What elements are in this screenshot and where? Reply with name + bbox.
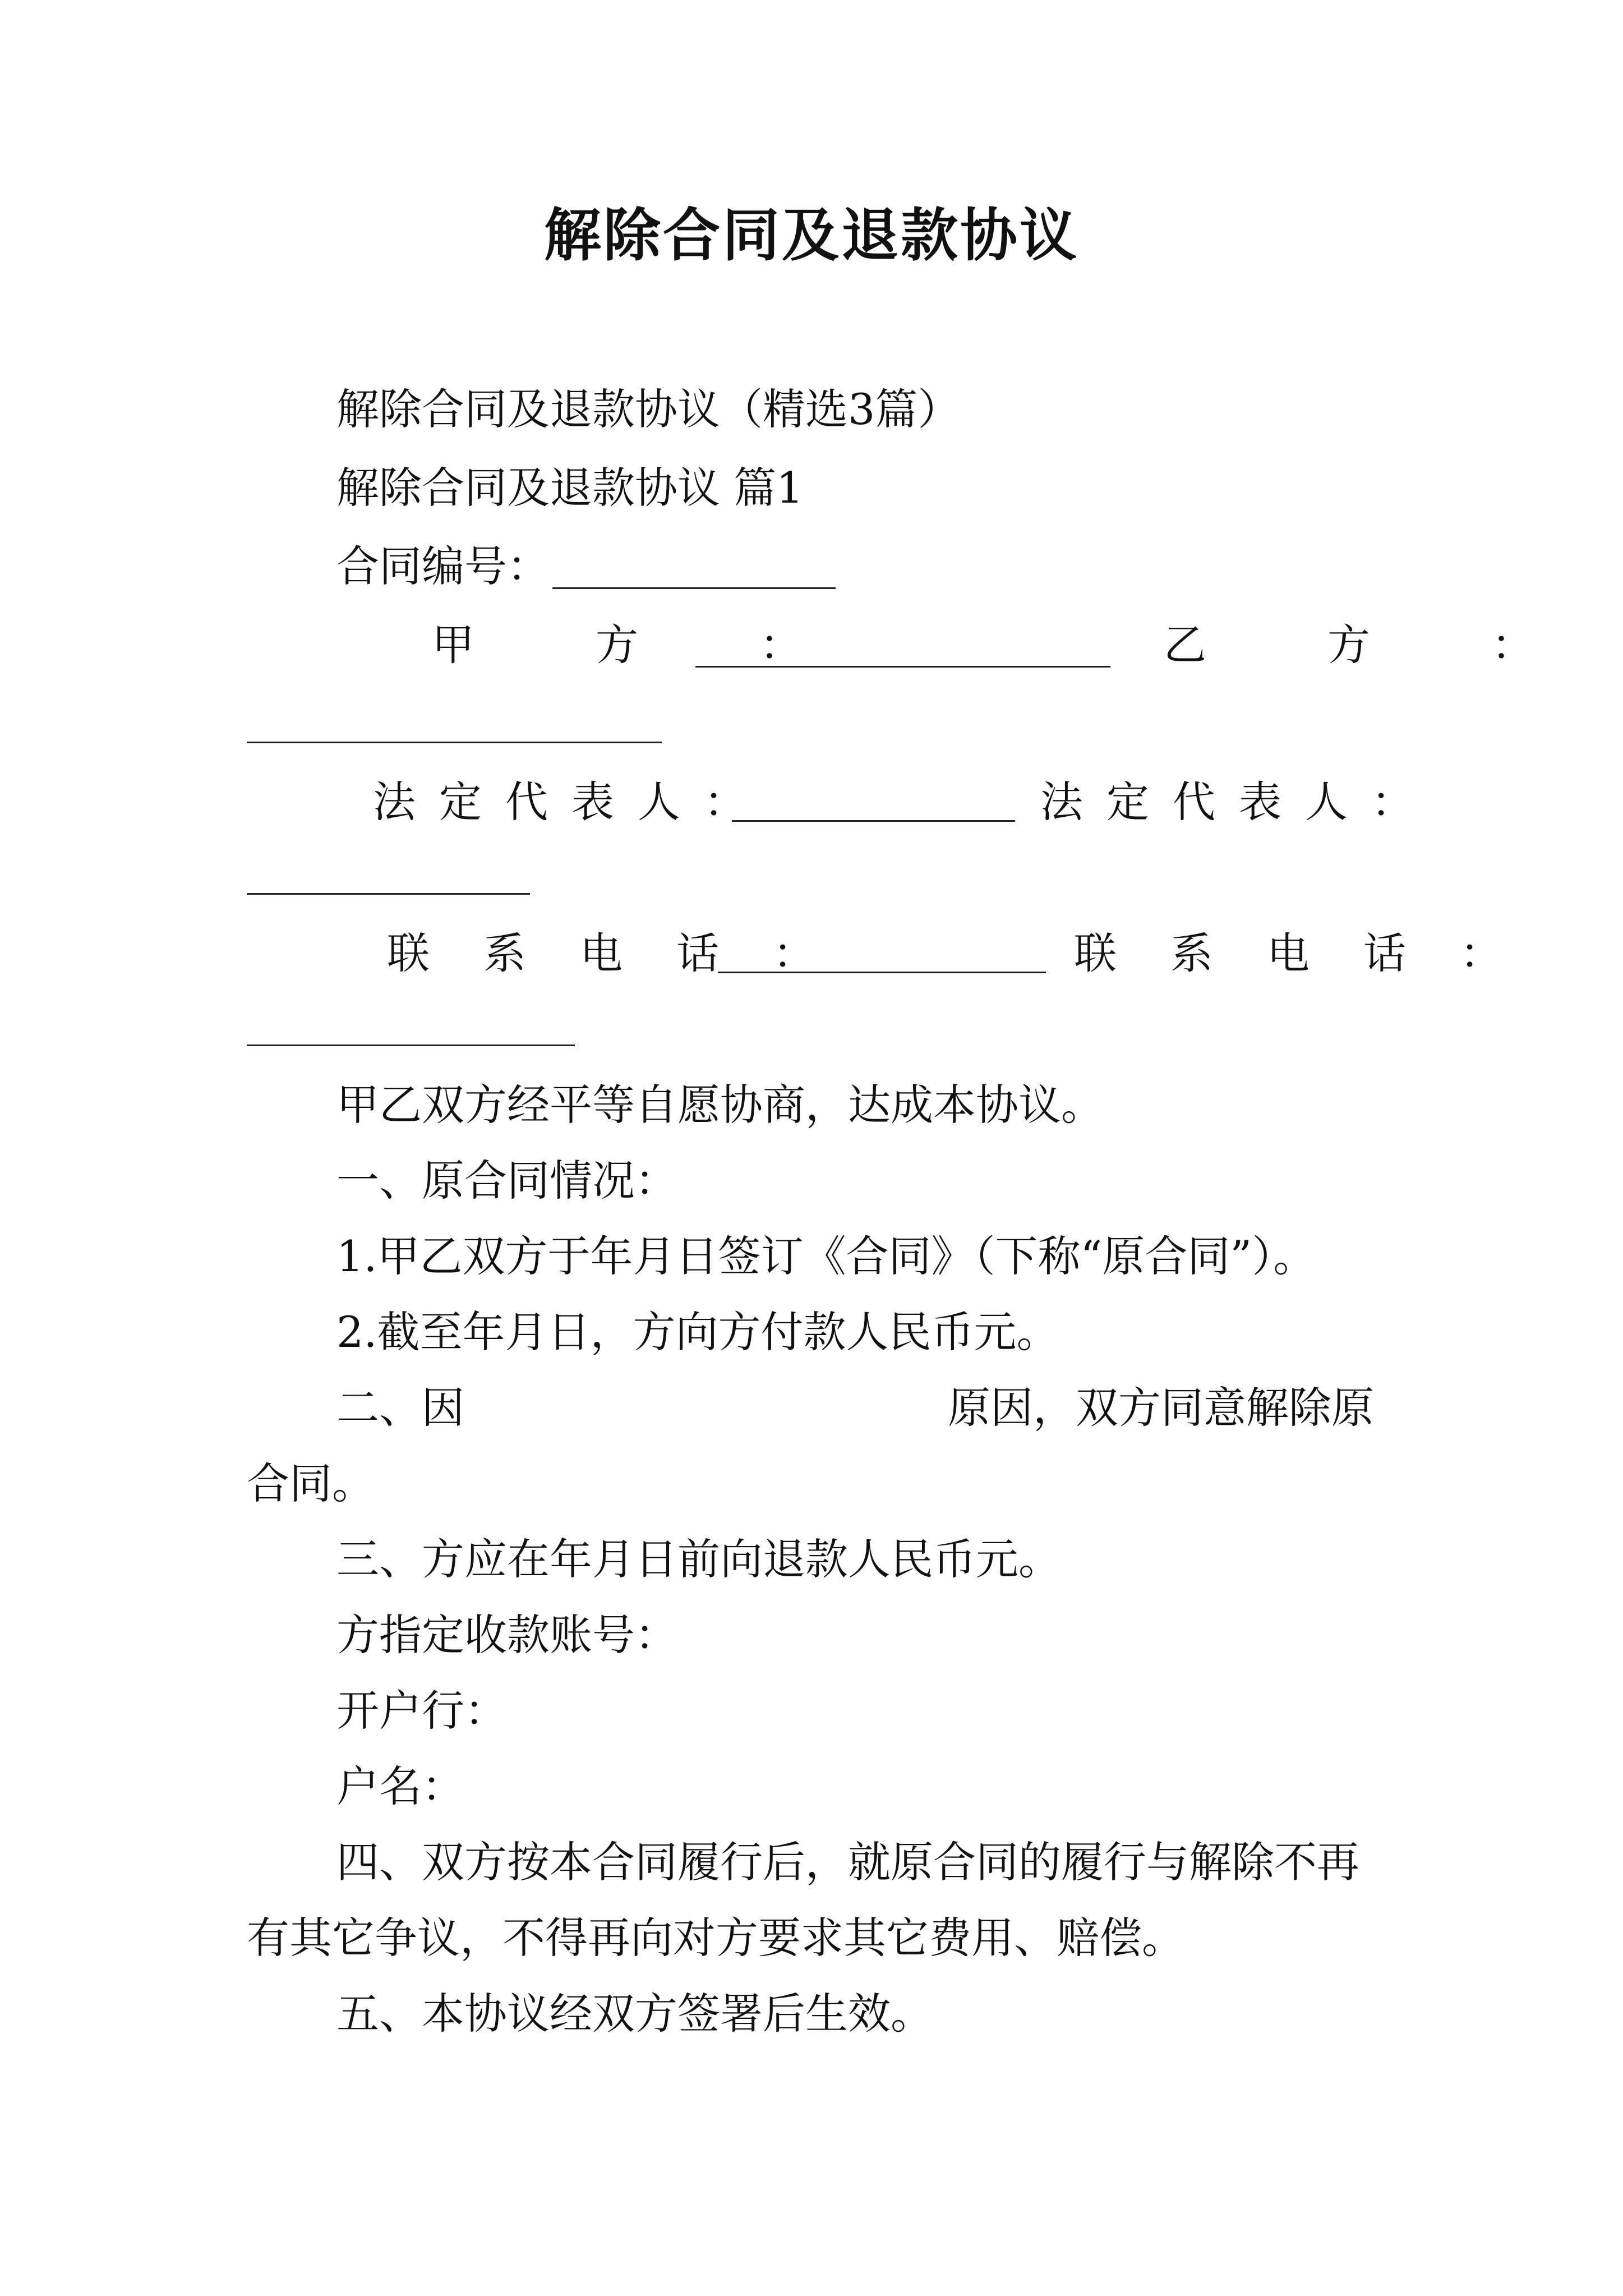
clause-2-continuation: 合同。 bbox=[247, 1458, 375, 1508]
clause-2-part-1: 二、因 bbox=[336, 1383, 464, 1433]
clause-3: 三、方应在年月日前向退款人民币元。 bbox=[336, 1534, 1061, 1584]
phone-b-label: 联系电话： bbox=[1074, 928, 1556, 978]
clause-1-item-1: 1.甲乙双方于年月日签订《合同》（下称“原合同”）。 bbox=[336, 1231, 1316, 1281]
clause-4-line-2: 有其它争议，不得再向对方要求其它费用、赔偿。 bbox=[247, 1913, 1184, 1963]
legal-rep-a-blank bbox=[732, 820, 1015, 822]
contract-no-blank bbox=[552, 587, 836, 589]
clause-1-heading: 一、原合同情况： bbox=[336, 1156, 677, 1205]
party-b-label: 乙 方 ： bbox=[1164, 620, 1588, 670]
clause-4-line-1: 四、双方按本合同履行后，就原合同的履行与解除不再 bbox=[336, 1837, 1359, 1887]
legal-rep-b-label: 法定代表人： bbox=[1040, 777, 1437, 827]
legal-rep-a-label: 法定代表人： bbox=[373, 777, 770, 827]
subtitle: 解除合同及退款协议（精选3篇） bbox=[336, 384, 961, 434]
bank-label: 开户行： bbox=[336, 1686, 507, 1736]
intro-paragraph: 甲乙双方经平等自愿协商，达成本协议。 bbox=[336, 1080, 1104, 1130]
account-name-label: 户名： bbox=[336, 1761, 464, 1811]
phone-b-blank bbox=[247, 1045, 575, 1046]
account-label: 方指定收款账号： bbox=[336, 1610, 677, 1660]
document-title: 解除合同及退款协议 bbox=[544, 202, 1079, 269]
clause-1-item-2: 2.截至年月日，方向方付款人民币元。 bbox=[336, 1307, 1059, 1357]
party-a-blank bbox=[695, 666, 1110, 668]
phone-a-label: 联系电话： bbox=[387, 928, 869, 978]
section-heading: 解除合同及退款协议 篇1 bbox=[336, 463, 804, 513]
legal-rep-b-blank bbox=[247, 893, 530, 895]
contract-no-label: 合同编号： bbox=[336, 541, 550, 591]
clause-5: 五、本协议经双方签署后生效。 bbox=[336, 1989, 933, 2039]
party-b-blank bbox=[247, 742, 662, 743]
party-a-label: 甲 方 ： bbox=[432, 620, 856, 670]
clause-2-part-2: 原因，双方同意解除原 bbox=[948, 1383, 1374, 1433]
phone-a-blank bbox=[718, 972, 1046, 973]
